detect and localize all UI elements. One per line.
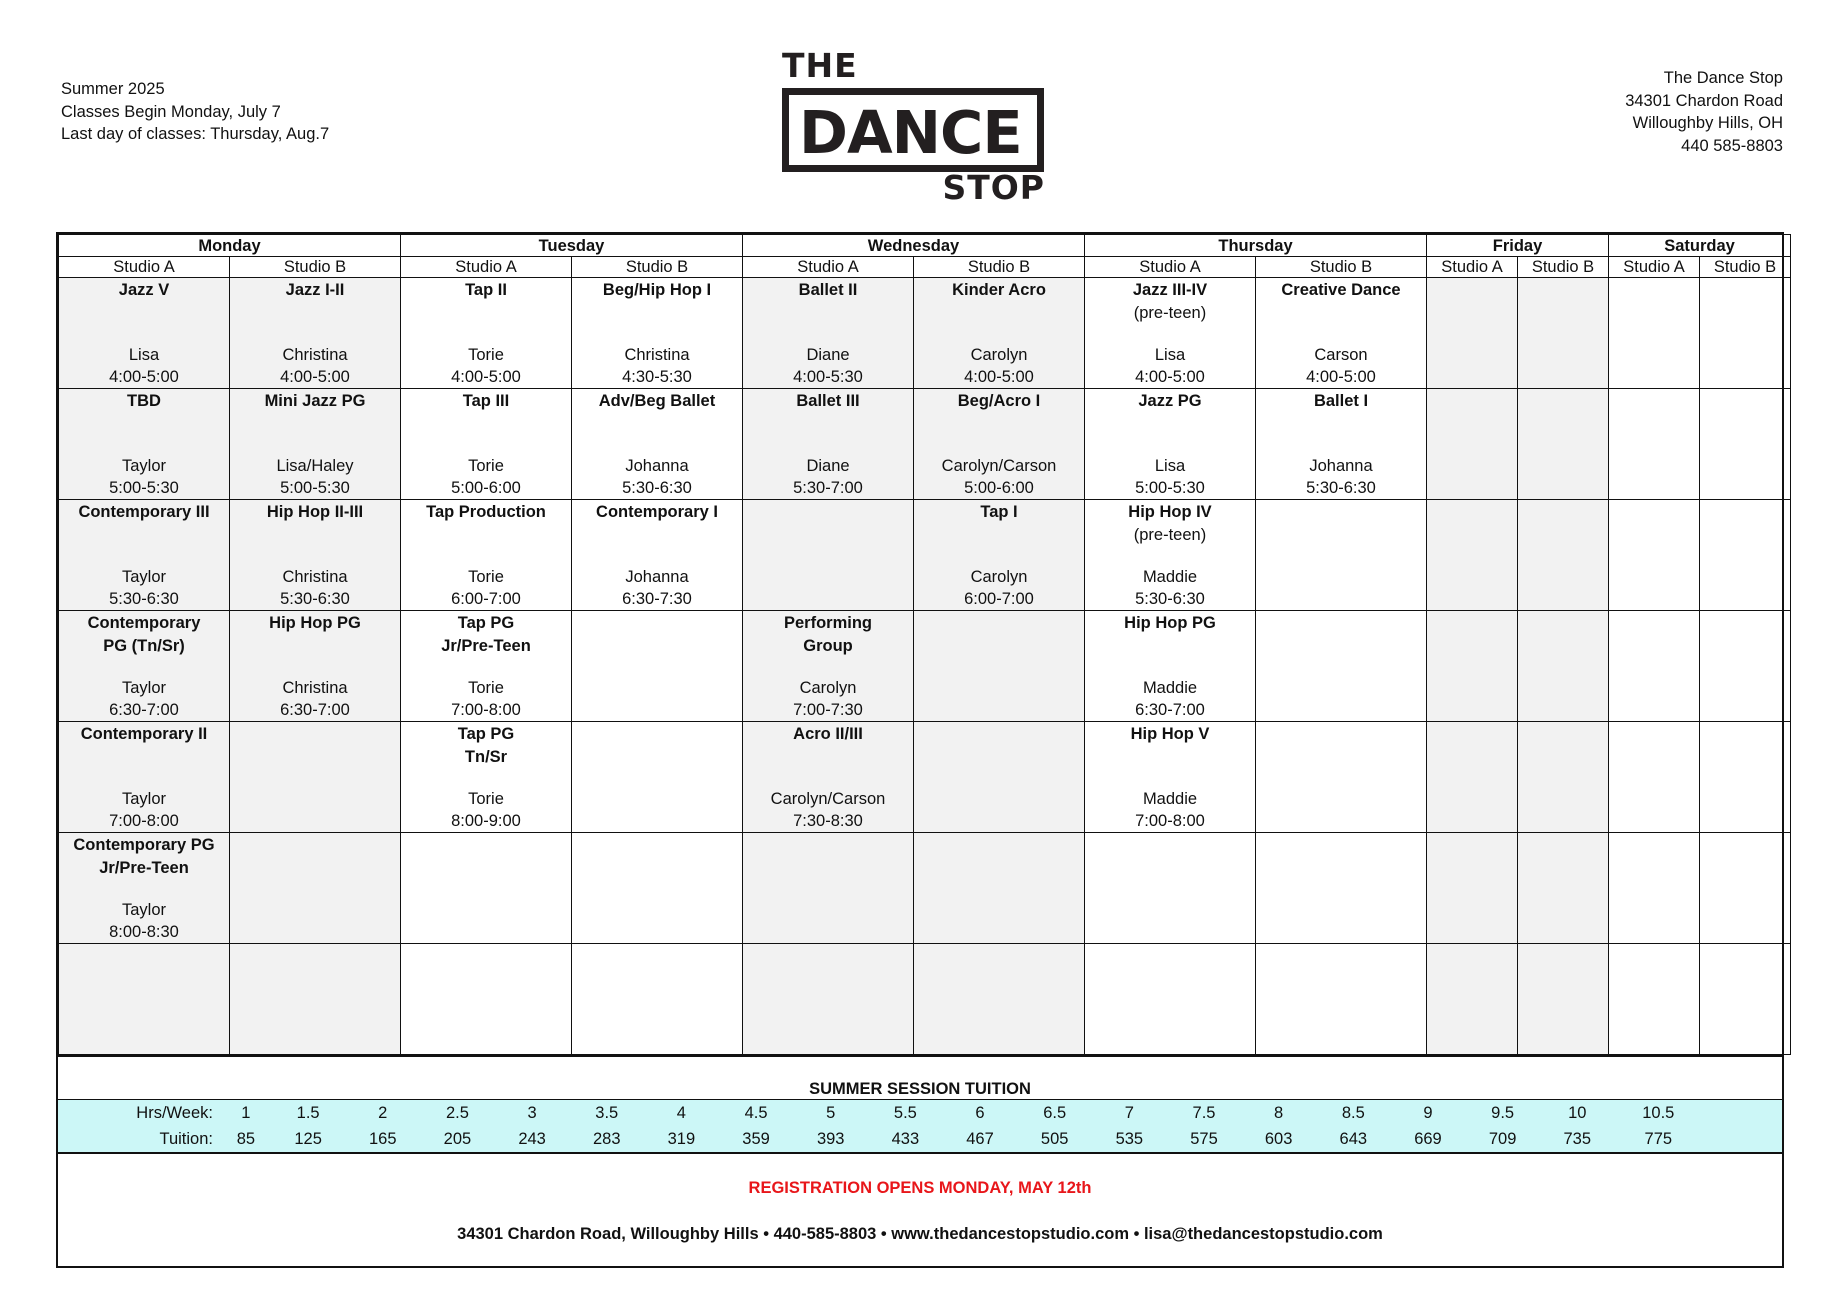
class-time: 5:00-6:00 [451, 479, 521, 497]
class-cell [230, 278, 401, 389]
tuition-table [58, 1099, 1782, 1154]
empty-cell [1518, 611, 1609, 722]
tuition-value: 205 [443, 1129, 472, 1148]
class-time: 5:30-7:00 [793, 479, 863, 497]
class-name-line2: Group [803, 636, 853, 655]
tuition-value: 505 [1040, 1129, 1069, 1148]
empty-cell [572, 611, 743, 722]
class-time: 5:30-6:30 [109, 590, 179, 608]
class-teacher: Christina [282, 568, 348, 586]
class-cell [743, 611, 914, 722]
studio-phone: 440 585-8803 [1681, 136, 1783, 155]
class-cell [743, 278, 914, 389]
empty-cell [743, 944, 914, 1055]
class-time: 7:00-8:00 [109, 812, 179, 830]
class-name: Tap PG [457, 614, 515, 632]
hours-value: 2 [378, 1103, 388, 1122]
hours-value: 9.5 [1491, 1103, 1515, 1122]
class-time: 5:30-6:30 [1306, 479, 1376, 497]
day-header: Thursday [1085, 235, 1427, 257]
class-name: Ballet III [796, 392, 860, 410]
class-cell [572, 278, 743, 389]
class-time: 4:00-5:00 [109, 368, 179, 386]
class-teacher: Torie [468, 346, 504, 364]
studio-header: Studio A [743, 257, 914, 278]
class-teacher: Taylor [121, 457, 166, 475]
class-teacher: Torie [468, 790, 504, 808]
day-header: Wednesday [743, 235, 1085, 257]
class-teacher: Lisa/Haley [276, 457, 354, 475]
logo-dance-part2: CE [940, 98, 1022, 167]
tuition-title: SUMMER SESSION TUITION [809, 1080, 1031, 1098]
class-teacher: Maddie [1142, 568, 1198, 586]
day-header-row [59, 235, 1791, 257]
class-teacher: Lisa [128, 346, 160, 364]
class-cell [59, 389, 230, 500]
tuition-section [58, 1055, 1782, 1154]
class-name: Tap Production [426, 503, 546, 521]
tuition-value: 319 [667, 1129, 696, 1148]
class-time: 6:00-7:00 [451, 590, 521, 608]
class-teacher: Maddie [1142, 790, 1198, 808]
empty-cell [230, 722, 401, 833]
tuition-row [58, 1126, 1782, 1153]
class-name: Mini Jazz PG [264, 392, 366, 410]
empty-cell [1700, 944, 1791, 1055]
class-teacher: Carolyn [799, 679, 857, 697]
studio-header: Studio A [1427, 257, 1518, 278]
empty-cell [1256, 500, 1427, 611]
tuition-value: 433 [891, 1129, 920, 1148]
class-cell [401, 278, 572, 389]
class-teacher: Taylor [121, 568, 166, 586]
class-name: Contemporary II [80, 725, 208, 743]
studio-contact [1625, 67, 1783, 157]
class-time: 6:30-7:00 [109, 701, 179, 719]
class-time: 5:00-5:30 [280, 479, 350, 497]
class-teacher: Maddie [1142, 679, 1198, 697]
empty-cell [572, 833, 743, 944]
class-name: Tap PG [457, 725, 515, 743]
class-time: 8:00-8:30 [109, 923, 179, 941]
class-cell [914, 500, 1085, 611]
empty-cell [1427, 278, 1518, 389]
empty-cell [1609, 278, 1700, 389]
class-time: 4:00-5:00 [1135, 368, 1205, 386]
class-teacher: Christina [282, 679, 348, 697]
class-name: Hip Hop IV [1128, 503, 1212, 521]
class-cell [401, 611, 572, 722]
empty-cell [1700, 611, 1791, 722]
empty-cell [1256, 611, 1427, 722]
class-cell [59, 722, 230, 833]
class-name-line2: Tn/Sr [464, 747, 508, 766]
studio-header: Studio B [1518, 257, 1609, 278]
last-day: Last day of classes: Thursday, Aug.7 [61, 125, 330, 143]
class-time: 5:00-5:30 [109, 479, 179, 497]
class-name: Jazz PG [1138, 392, 1202, 410]
studio-header: Studio B [572, 257, 743, 278]
class-time: 4:00-5:00 [451, 368, 521, 386]
tuition-value: 165 [369, 1129, 397, 1148]
empty-cell [1518, 944, 1609, 1055]
time-slot-row [59, 389, 1791, 500]
logo-dance-part1: DAN [799, 98, 941, 167]
time-slot-row [59, 500, 1791, 611]
class-time: 8:00-9:00 [451, 812, 521, 830]
class-cell [1085, 500, 1256, 611]
empty-cell [914, 611, 1085, 722]
class-teacher: Carson [1314, 346, 1368, 364]
class-cell [914, 389, 1085, 500]
day-header: Friday [1427, 235, 1609, 257]
time-slot-row [59, 833, 1791, 944]
class-teacher: Taylor [121, 790, 166, 808]
class-name: TBD [127, 392, 161, 410]
empty-cell [1256, 944, 1427, 1055]
time-slot-row [59, 611, 1791, 722]
classes-begin: Classes Begin Monday, July 7 [61, 102, 281, 121]
class-time: 5:30-6:30 [622, 479, 692, 497]
class-time: 6:30-7:00 [1135, 701, 1205, 719]
class-time: 6:30-7:00 [280, 701, 350, 719]
class-cell [401, 722, 572, 833]
class-name: Hip Hop PG [269, 614, 361, 632]
class-cell [743, 389, 914, 500]
studio-header: Studio B [1700, 257, 1791, 278]
tuition-value: 85 [236, 1129, 256, 1148]
spacer-cell [1702, 1126, 1782, 1153]
class-name: Hip Hop PG [1124, 614, 1216, 632]
class-teacher: Torie [468, 457, 504, 475]
logo-the: THE [782, 46, 858, 85]
hours-value: 2.5 [445, 1103, 469, 1122]
class-name: Hip Hop V [1130, 725, 1210, 743]
class-time: 5:30-6:30 [280, 590, 350, 608]
studio-header: Studio A [401, 257, 572, 278]
empty-cell [1427, 944, 1518, 1055]
studio-header: Studio A [1085, 257, 1256, 278]
class-name: Contemporary III [78, 503, 210, 521]
class-name: Tap II [465, 281, 507, 299]
tuition-value: 669 [1414, 1129, 1442, 1148]
class-teacher: Christina [282, 346, 348, 364]
class-name: Beg/Acro I [957, 392, 1041, 410]
class-name-line2: Jr/Pre-Teen [99, 858, 189, 877]
empty-cell [572, 722, 743, 833]
class-teacher: Christina [624, 346, 690, 364]
class-time: 4:30-5:30 [622, 368, 692, 386]
tuition-value: 709 [1488, 1129, 1517, 1148]
empty-cell [1609, 722, 1700, 833]
studio-street: 34301 Chardon Road [1625, 91, 1783, 110]
class-time: 4:00-5:00 [1306, 368, 1376, 386]
class-cell [1085, 278, 1256, 389]
class-time: 5:00-6:00 [964, 479, 1034, 497]
class-time: 7:30-8:30 [793, 812, 863, 830]
empty-cell [1609, 944, 1700, 1055]
class-name: Jazz I-II [285, 281, 345, 299]
class-name: Tap I [980, 503, 1018, 521]
empty-cell [1700, 278, 1791, 389]
empty-cell [1085, 944, 1256, 1055]
logo-box [782, 88, 1044, 172]
hours-value: 1 [241, 1103, 251, 1122]
class-cell [59, 611, 230, 722]
class-time: 5:30-6:30 [1135, 590, 1205, 608]
studio-header: Studio B [230, 257, 401, 278]
tuition-value: 643 [1339, 1129, 1368, 1148]
hours-value: 9 [1423, 1103, 1433, 1122]
class-name: Performing [783, 614, 872, 632]
class-level-note: (pre-teen) [1133, 525, 1207, 544]
tuition-value: 283 [592, 1129, 621, 1148]
empty-cell [1700, 389, 1791, 500]
class-cell [230, 500, 401, 611]
hours-value: 6 [975, 1103, 985, 1122]
class-time: 4:00-5:00 [964, 368, 1034, 386]
empty-cell [743, 500, 914, 611]
class-cell [1256, 389, 1427, 500]
class-teacher: Carolyn/Carson [941, 457, 1057, 475]
class-cell [59, 500, 230, 611]
class-name: Contemporary PG [73, 836, 215, 854]
empty-cell [1700, 833, 1791, 944]
studio-header: Studio B [1256, 257, 1427, 278]
empty-cell [1609, 389, 1700, 500]
dance-stop-logo [779, 48, 1055, 208]
class-name: Acro II/III [793, 725, 863, 743]
tuition-value: 125 [294, 1129, 322, 1148]
class-name: Ballet I [1313, 392, 1369, 410]
time-slot-row [59, 722, 1791, 833]
class-cell [1085, 389, 1256, 500]
hours-row [58, 1100, 1782, 1127]
time-slot-row [59, 944, 1791, 1055]
hours-value: 3 [527, 1103, 537, 1122]
empty-cell [1256, 833, 1427, 944]
class-name: Kinder Acro [952, 281, 1046, 299]
class-name: Contemporary [87, 614, 201, 632]
empty-cell [1609, 833, 1700, 944]
empty-cell [59, 944, 230, 1055]
hours-value: 7 [1124, 1103, 1134, 1122]
empty-cell [1427, 389, 1518, 500]
day-header: Saturday [1609, 235, 1791, 257]
class-cell [230, 389, 401, 500]
studio-header: Studio A [1609, 257, 1700, 278]
tuition-value: 359 [742, 1129, 770, 1148]
day-header: Tuesday [401, 235, 743, 257]
tuition-value: 735 [1563, 1129, 1592, 1148]
time-slot-row [59, 278, 1791, 389]
empty-cell [401, 944, 572, 1055]
studio-header: Studio A [59, 257, 230, 278]
empty-cell [914, 722, 1085, 833]
class-teacher: Taylor [121, 679, 166, 697]
empty-cell [1085, 833, 1256, 944]
schedule-table [58, 234, 1791, 1055]
empty-cell [1518, 722, 1609, 833]
empty-cell [1518, 278, 1609, 389]
empty-cell [1518, 389, 1609, 500]
hours-value: 10 [1568, 1103, 1587, 1122]
class-cell [59, 278, 230, 389]
class-teacher: Lisa [1154, 346, 1186, 364]
tuition-value: 575 [1190, 1129, 1218, 1148]
class-cell [572, 500, 743, 611]
class-teacher: Johanna [625, 457, 689, 475]
hours-value: 6.5 [1043, 1103, 1067, 1122]
class-teacher: Torie [468, 568, 504, 586]
class-time: 7:00-8:00 [1135, 812, 1205, 830]
class-teacher: Diane [806, 457, 850, 475]
empty-cell [1609, 500, 1700, 611]
class-name: Jazz V [118, 281, 170, 299]
class-cell [59, 833, 230, 944]
class-cell [572, 389, 743, 500]
hours-value: 1.5 [296, 1103, 320, 1122]
class-cell [1256, 278, 1427, 389]
tuition-value: 603 [1264, 1129, 1293, 1148]
empty-cell [401, 833, 572, 944]
class-time: 6:30-7:30 [622, 590, 692, 608]
class-name-line2: PG (Tn/Sr) [103, 636, 185, 655]
class-name: Tap III [462, 392, 510, 410]
empty-cell [1609, 611, 1700, 722]
class-name: Adv/Beg Ballet [598, 392, 716, 410]
class-cell [230, 611, 401, 722]
session-name: Summer 2025 [61, 80, 165, 98]
class-name: Hip Hop II-III [266, 503, 364, 521]
studio-city: Willoughby Hills, OH [1632, 114, 1783, 132]
day-header: Monday [59, 235, 401, 257]
registration-notice: REGISTRATION OPENS MONDAY, MAY 12th [748, 1179, 1092, 1197]
empty-cell [1700, 722, 1791, 833]
empty-cell [1518, 833, 1609, 944]
empty-cell [1700, 500, 1791, 611]
hours-label: Hrs/Week: [136, 1103, 213, 1122]
tuition-value: 775 [1644, 1129, 1673, 1148]
hours-value: 4 [676, 1103, 686, 1122]
class-teacher: Carolyn [970, 568, 1028, 586]
class-name: Ballet II [798, 281, 858, 299]
hours-value: 10.5 [1642, 1103, 1675, 1122]
tuition-value: 467 [966, 1129, 994, 1148]
class-cell [1085, 611, 1256, 722]
tuition-label: Tuition: [159, 1129, 213, 1148]
studio-header-row [59, 257, 1791, 278]
tuition-value: 243 [518, 1129, 546, 1148]
class-teacher: Diane [806, 346, 850, 364]
studio-name: The Dance Stop [1663, 69, 1783, 87]
empty-cell [230, 944, 401, 1055]
class-teacher: Johanna [625, 568, 689, 586]
class-teacher: Johanna [1309, 457, 1373, 475]
class-schedule [56, 232, 1784, 1268]
class-time: 4:00-5:00 [280, 368, 350, 386]
class-cell [1085, 722, 1256, 833]
class-time: 4:00-5:30 [793, 368, 863, 386]
class-cell [743, 722, 914, 833]
tuition-value: 393 [816, 1129, 845, 1148]
class-teacher: Torie [468, 679, 504, 697]
hours-value: 8 [1274, 1103, 1284, 1122]
empty-cell [743, 833, 914, 944]
hours-value: 3.5 [595, 1103, 619, 1122]
empty-cell [914, 944, 1085, 1055]
tuition-value: 535 [1115, 1129, 1144, 1148]
class-teacher: Carolyn/Carson [770, 790, 886, 808]
empty-cell [1427, 611, 1518, 722]
contact-line: 34301 Chardon Road, Willoughby Hills • 440-585-8803 • www.thedancestopstudio.com • lisa@thedancestopstudio.com [457, 1225, 1383, 1243]
empty-cell [1427, 500, 1518, 611]
empty-cell [914, 833, 1085, 944]
hours-value: 5.5 [893, 1103, 917, 1122]
class-teacher: Lisa [1154, 457, 1186, 475]
empty-cell [572, 944, 743, 1055]
hours-value: 4.5 [744, 1103, 768, 1122]
class-name: Jazz III-IV [1132, 281, 1208, 299]
empty-cell [1518, 500, 1609, 611]
hours-value: 8.5 [1341, 1103, 1365, 1122]
hours-value: 5 [826, 1103, 836, 1122]
hours-value: 7.5 [1192, 1103, 1216, 1122]
class-time: 6:00-7:00 [964, 590, 1034, 608]
class-time: 7:00-8:00 [451, 701, 521, 719]
empty-cell [1427, 722, 1518, 833]
class-cell [401, 389, 572, 500]
class-time: 7:00-7:30 [793, 701, 863, 719]
class-cell [914, 278, 1085, 389]
class-cell [401, 500, 572, 611]
empty-cell [1427, 833, 1518, 944]
class-level-note: (pre-teen) [1133, 303, 1207, 322]
class-name: Beg/Hip Hop I [602, 281, 712, 299]
logo-dance [799, 98, 1022, 167]
class-time: 5:00-5:30 [1135, 479, 1205, 497]
class-name: Creative Dance [1281, 281, 1401, 299]
class-name-line2: Jr/Pre-Teen [441, 636, 531, 655]
class-name: Contemporary I [596, 503, 718, 521]
class-teacher: Taylor [121, 901, 166, 919]
footer [58, 1154, 1782, 1266]
class-teacher: Carolyn [970, 346, 1028, 364]
empty-cell [230, 833, 401, 944]
empty-cell [1256, 722, 1427, 833]
logo-stop: STOP [942, 168, 1045, 207]
session-info [61, 78, 329, 146]
spacer-cell [1702, 1100, 1782, 1127]
studio-header: Studio B [914, 257, 1085, 278]
